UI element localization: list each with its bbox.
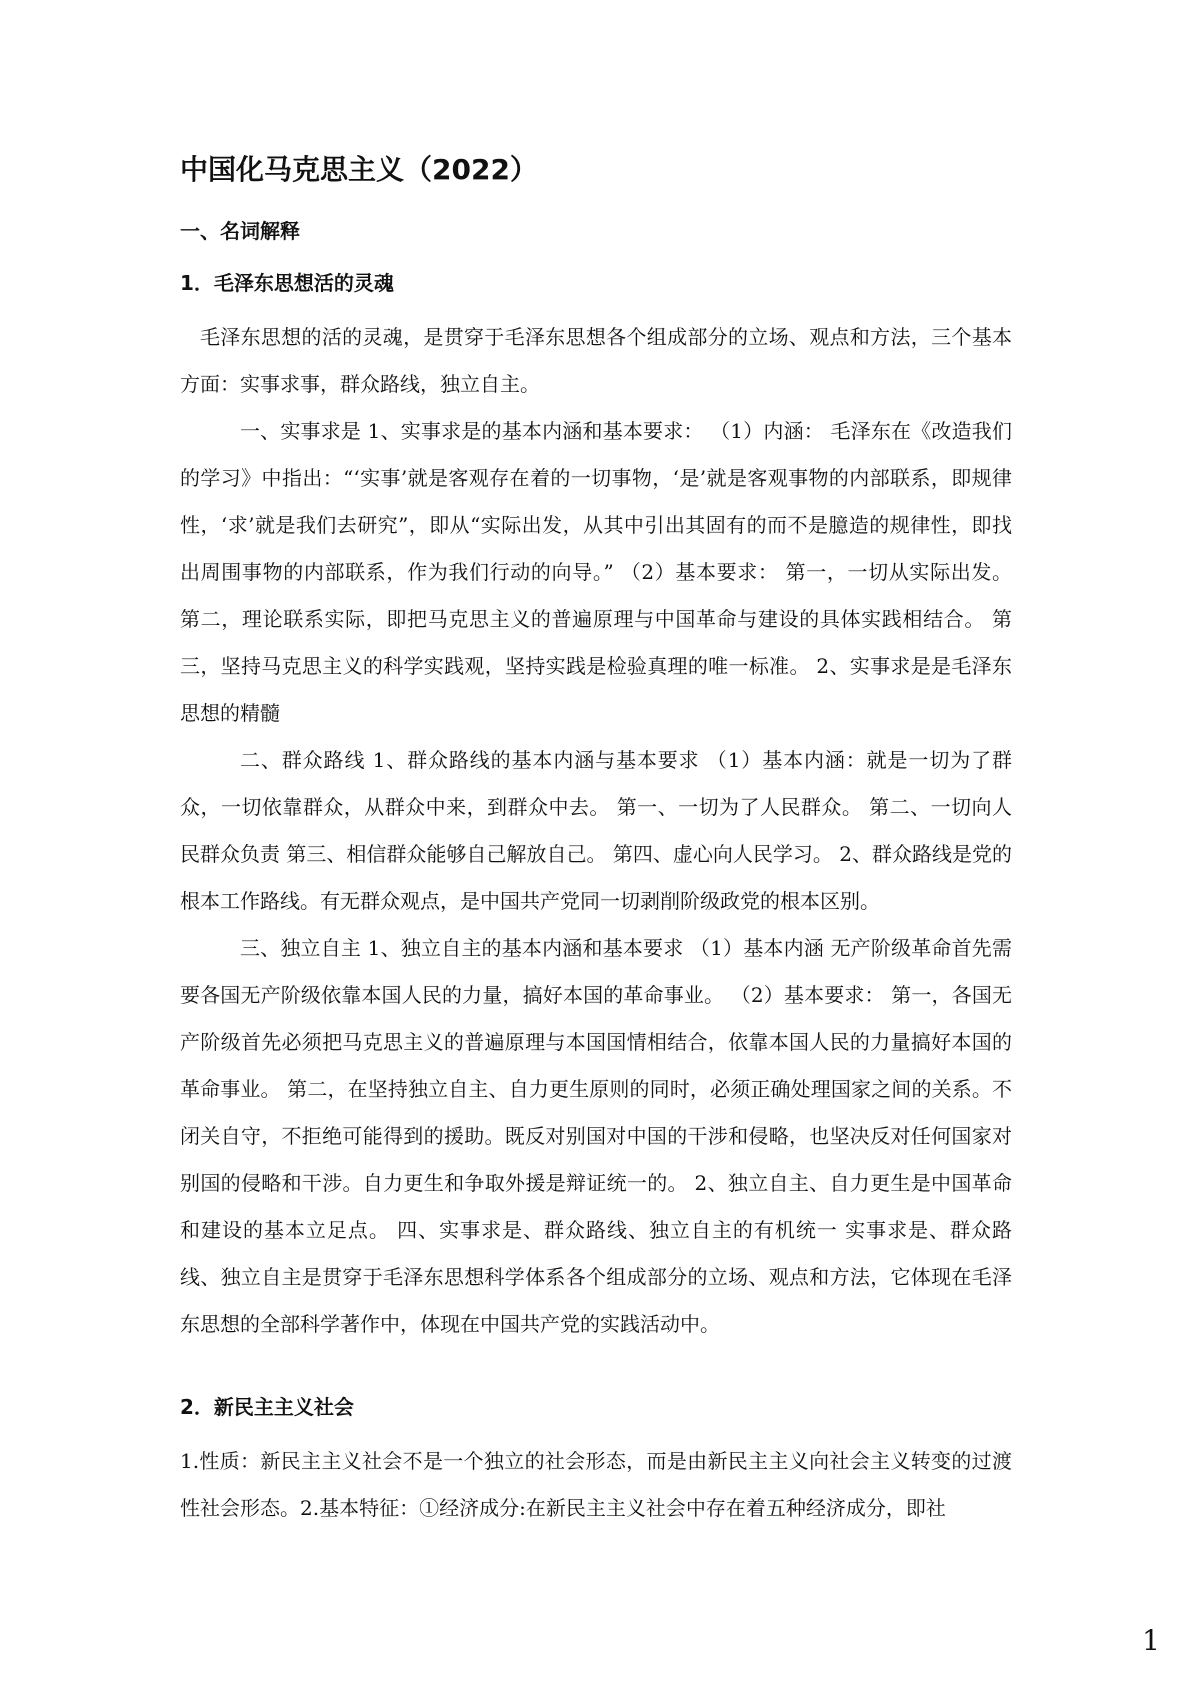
paragraph-shishiqiushi: 一、实事求是 1、实事求是的基本内涵和基本要求： （1）内涵： 毛泽东在《改造我们的学习》中指出：“‘实事’就是客观存在着的一切事物，‘是’就是客观事物的内部联系，即规律性，‘求’就是我们去研究”，即从“实际出发，从其中引出其固有的而不是臆造的规律性，即找出周围事物的内部联系，作为我们行动的向导。” （2）基本要求： 第一，一切从实际出发。 第二，理论联系实际，即把马克思主义的普遍原理与中国革命与建设的具体实践相结合。 第三，坚持马克思主义的科学实践观，坚持实践是检验真理的唯一标准。 2、实事求是是毛泽东思想的精髓 — [180, 419, 1012, 725]
paragraph-intro: 毛泽东思想的活的灵魂，是贯穿于毛泽东思想各个组成部分的立场、观点和方法，三个基本方面：实事求事，群众路线，独立自主。 — [180, 325, 1012, 396]
item-heading-2: 2．新民主主义社会 — [180, 1395, 354, 1419]
section-heading: 一、名词解释 — [180, 219, 300, 243]
page-number: 1 — [1142, 1624, 1160, 1657]
document-body — [180, 150, 1012, 1532]
paragraph-dulizizhu: 三、独立自主 1、独立自主的基本内涵和基本要求 （1）基本内涵 无产阶级革命首先需要各国无产阶级依靠本国人民的力量，搞好本国的革命事业。 （2）基本要求： 第一，各国无产阶级首先必须把马克思主义的普遍原理与本国国情相结合，依靠本国人民的力量搞好本国的革命事业。 第二，在坚持独立自主、自力更生原则的同时，必须正确处理国家之间的关系。不闭关自守，不拒绝可能得到的援助。既反对别国对中国的干涉和侵略，也坚决反对任何国家对别国的侵略和干涉。自力更生和争取外援是辩证统一的。 2、独立自主、自力更生是中国革命和建设的基本立足点。 四、实事求是、群众路线、独立自主的有机统一 实事求是、群众路线、独立自主是贯穿于毛泽东思想科学体系各个组成部分的立场、观点和方法，它体现在毛泽东思想的全部科学著作中，体现在中国共产党的实践活动中。 — [180, 936, 1012, 1336]
paragraph-qunzhongluxian: 二、群众路线 1、群众路线的基本内涵与基本要求 （1）基本内涵：就是一切为了群众，一切依靠群众，从群众中来，到群众中去。 第一、一切为了人民群众。 第二、一切向人民群众负责 第三、相信群众能够自己解放自己。 第四、虚心向人民学习。 2、群众路线是党的根本工作路线。有无群众观点，是中国共产党同一切剥削阶级政党的根本区别。 — [180, 748, 1012, 913]
spacer — [180, 1348, 1012, 1392]
item-heading-1: 1．毛泽东思想活的灵魂 — [180, 271, 394, 295]
paragraph-xinminzhu: 1.性质：新民主主义社会不是一个独立的社会形态，而是由新民主主义向社会主义转变的过渡性社会形态。2.基本特征：①经济成分:在新民主主义社会中存在着五种经济成分，即社 — [180, 1449, 1012, 1520]
document-title: 中国化马克思主义（2022） — [180, 153, 538, 186]
